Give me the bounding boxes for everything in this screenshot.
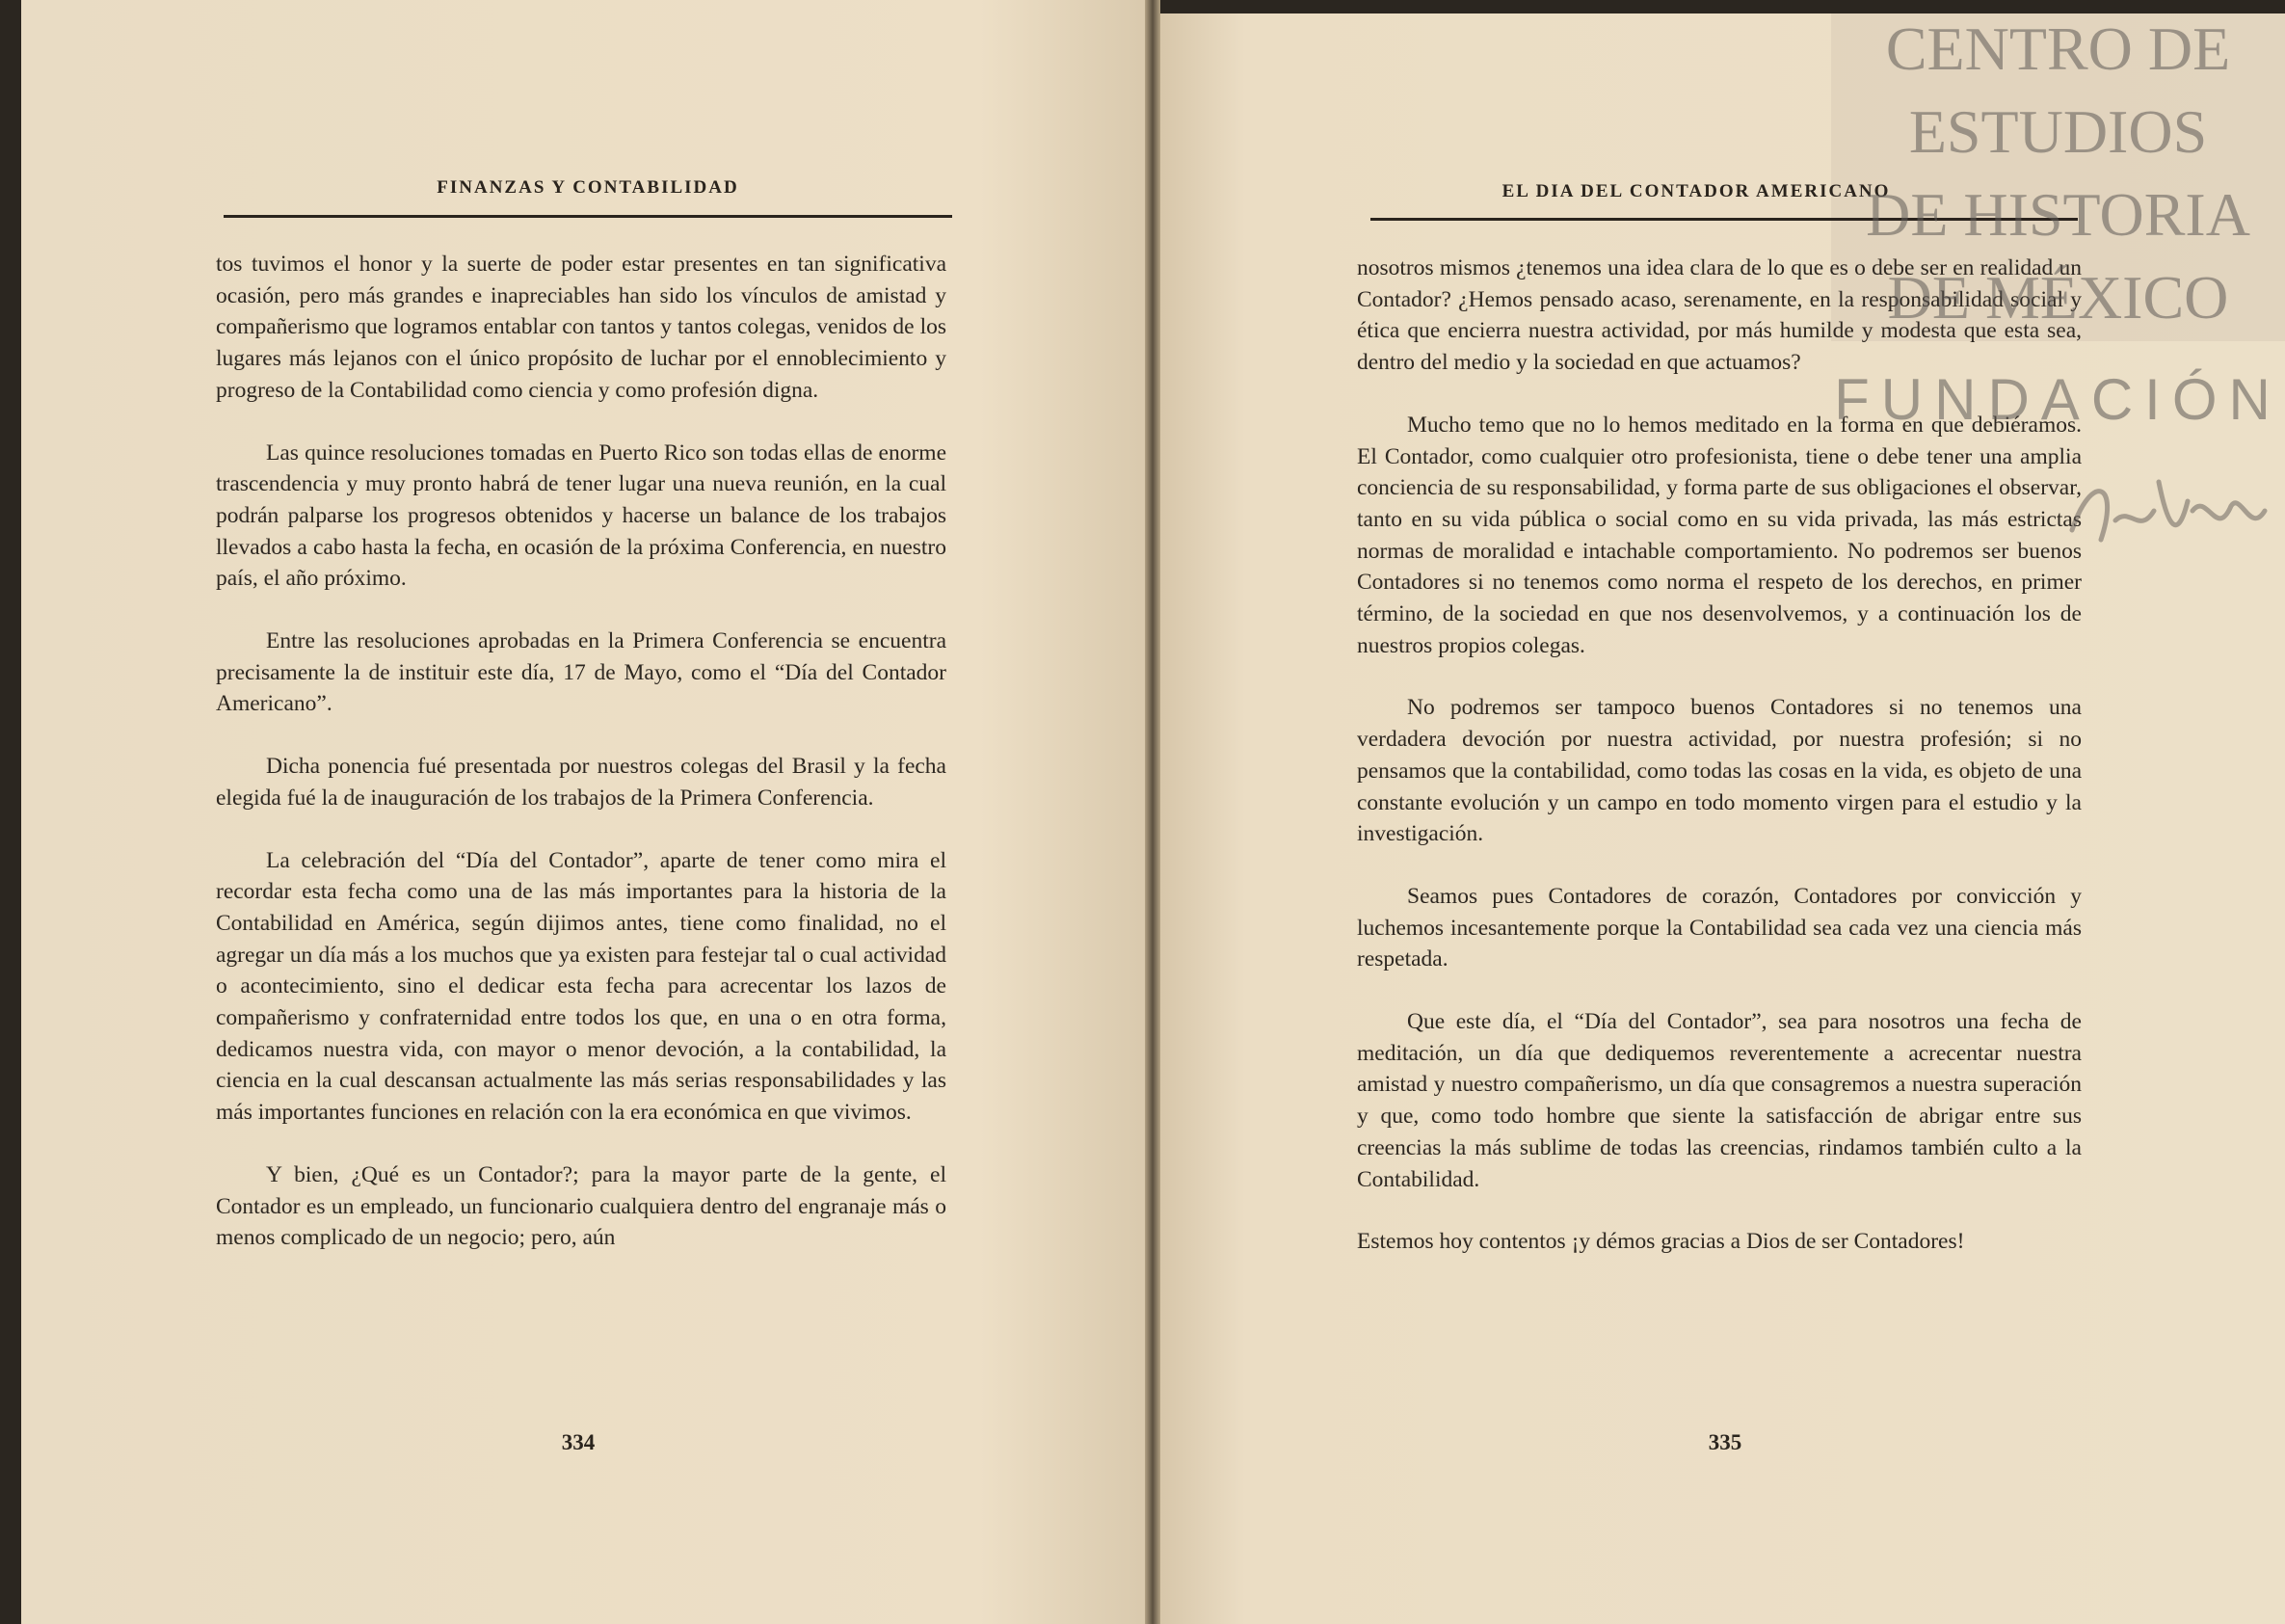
left-page-number: 334 [561,1430,596,1454]
right-paragraph-6: Estemos hoy contentos ¡y démos gracias a Dios de ser Contadores! [1357,1229,1965,1255]
right-paragraph-1: nosotros mismos ¿tenemos una idea clara de lo que es o debe ser en realidad un Contador? ¿Hemos pensado acaso, serenamente, en la responsabilidad social y ética que encierra nuestra actividad, por más humilde y modesta que esta sea, dentro del medio y la sociedad en que actuamos? [1357,255,2082,376]
left-paragraph-4: Dicha ponencia fué presentada por nuestros colegas del Brasil y la fecha elegida fué la de inauguración de los trabajos de la Primera Conferencia. [216,754,946,811]
right-paragraph-2: Mucho temo que no lo hemos meditado en la forma en que debiéramos. El Contador, como cualquier otro profesionista, tiene o debe tener una amplia conciencia de su responsabilidad, y forma parte de sus obligaciones el observar, tanto en su vida pública o social como en su vida privada, las más estrictas normas de moralidad e intachable comportamiento. No podremos ser buenos Contadores si no tenemos como norma el respeto de los derechos, en primer término, de la sociedad en que nos desenvolvemos, y a continuación los de nuestros propios colegas. [1357,412,2082,658]
right-paragraph-3: No podremos ser tampoco buenos Contadores si no tenemos una verdadera devoción por nuestra actividad, por nuestra profesión; si no pensamos que la contabilidad, como todas las cosas en la vida, es objeto de una constante evolución y un campo en todo momento virgen para el estudio y la investigación. [1357,695,2082,847]
watermark-line-4: DE MÉXICO [1887,263,2229,332]
watermark-line-3: DE HISTORIA [1866,180,2250,249]
watermark-line-5: FUNDACIÓN [1834,367,2282,432]
right-running-head: EL DIA DEL CONTADOR AMERICANO [1501,181,1891,201]
book-gutter [1145,0,1160,1624]
left-paragraph-1: tos tuvimos el honor y la suerte de poder estar presentes en tan significativa ocasión, pero más grandes e inapreciables han sido los vínculos de amistad y compañerismo que logramos entablar con tantos y tantos colegas, venidos de los lugares más lejanos con el único propósito de luchar por el ennoblecimiento y progreso de la Contabilidad como ciencia y como profesión digna. [216,252,946,403]
watermark-line-1: CENTRO DE [1885,14,2231,83]
right-paragraph-5: Que este día, el “Día del Contador”, sea para nosotros una fecha de meditación, un día que dediquemos reverentemente a acrecentar nuestra amistad y nuestro compañerismo, un día que consagremos a nuestra superación y que, como todo hombre que siente la satisfacción de abrigar entre sus creencias la más sublime de todas las creencias, rindamos también culto a la Contabilidad. [1357,1009,2082,1192]
left-paragraph-6: Y bien, ¿Qué es un Contador?; para la mayor parte de la gente, el Contador es un empleado, un funcionario cualquiera dentro del engranaje más o menos complicado de un negocio; pero, aún [216,1161,946,1251]
right-page-number: 335 [1708,1430,1742,1454]
left-paragraph-5: La celebración del “Día del Contador”, aparte de tener como mira el recordar esta fecha como una de las más importantes para la historia de la Contabilidad en América, según dijimos antes, tiene como finalidad, no el agregar un día más a los muchos que ya existen para festejar tal o cual actividad o acontecimiento, sino el dedicar esta fecha para acrecentar los lazos de compañerismo y confraternidad entre todos los que, en una o en otra forma, dedicamos nuestra vida, con mayor o menor devoción, a la contabilidad, la ciencia en la cual descansan actualmente las más serias responsabilidades y las más importantes funciones en relación con la era económica en que vivimos. [216,847,946,1126]
left-running-head: FINANZAS Y CONTABILIDAD [437,177,739,198]
watermark-line-2: ESTUDIOS [1908,97,2208,166]
signature-mark [2062,453,2274,569]
left-head-rule [224,215,952,218]
left-body-text [216,249,946,1285]
left-paragraph-3: Entre las resoluciones aprobadas en la Primera Conferencia se encuentra precisamente la de instituir este día, 17 de Mayo, como el “Día del Contador Americano”. [216,628,946,717]
right-paragraph-4: Seamos pues Contadores de corazón, Contadores por convicción y luchemos incesantemente porque la Contabilidad sea cada vez una ciencia más respetada. [1357,883,2082,972]
left-paragraph-2: Las quince resoluciones tomadas en Puerto Rico son todas ellas de enorme trascendencia y muy pronto habrá de tener lugar una nueva reunión, en la cual podrán palparse los progresos obtenidos y hacerse un balance de los trabajos llevados a cabo hasta la fecha, en ocasión de la próxima Conferencia, en nuestro país, el año próximo. [216,439,946,592]
